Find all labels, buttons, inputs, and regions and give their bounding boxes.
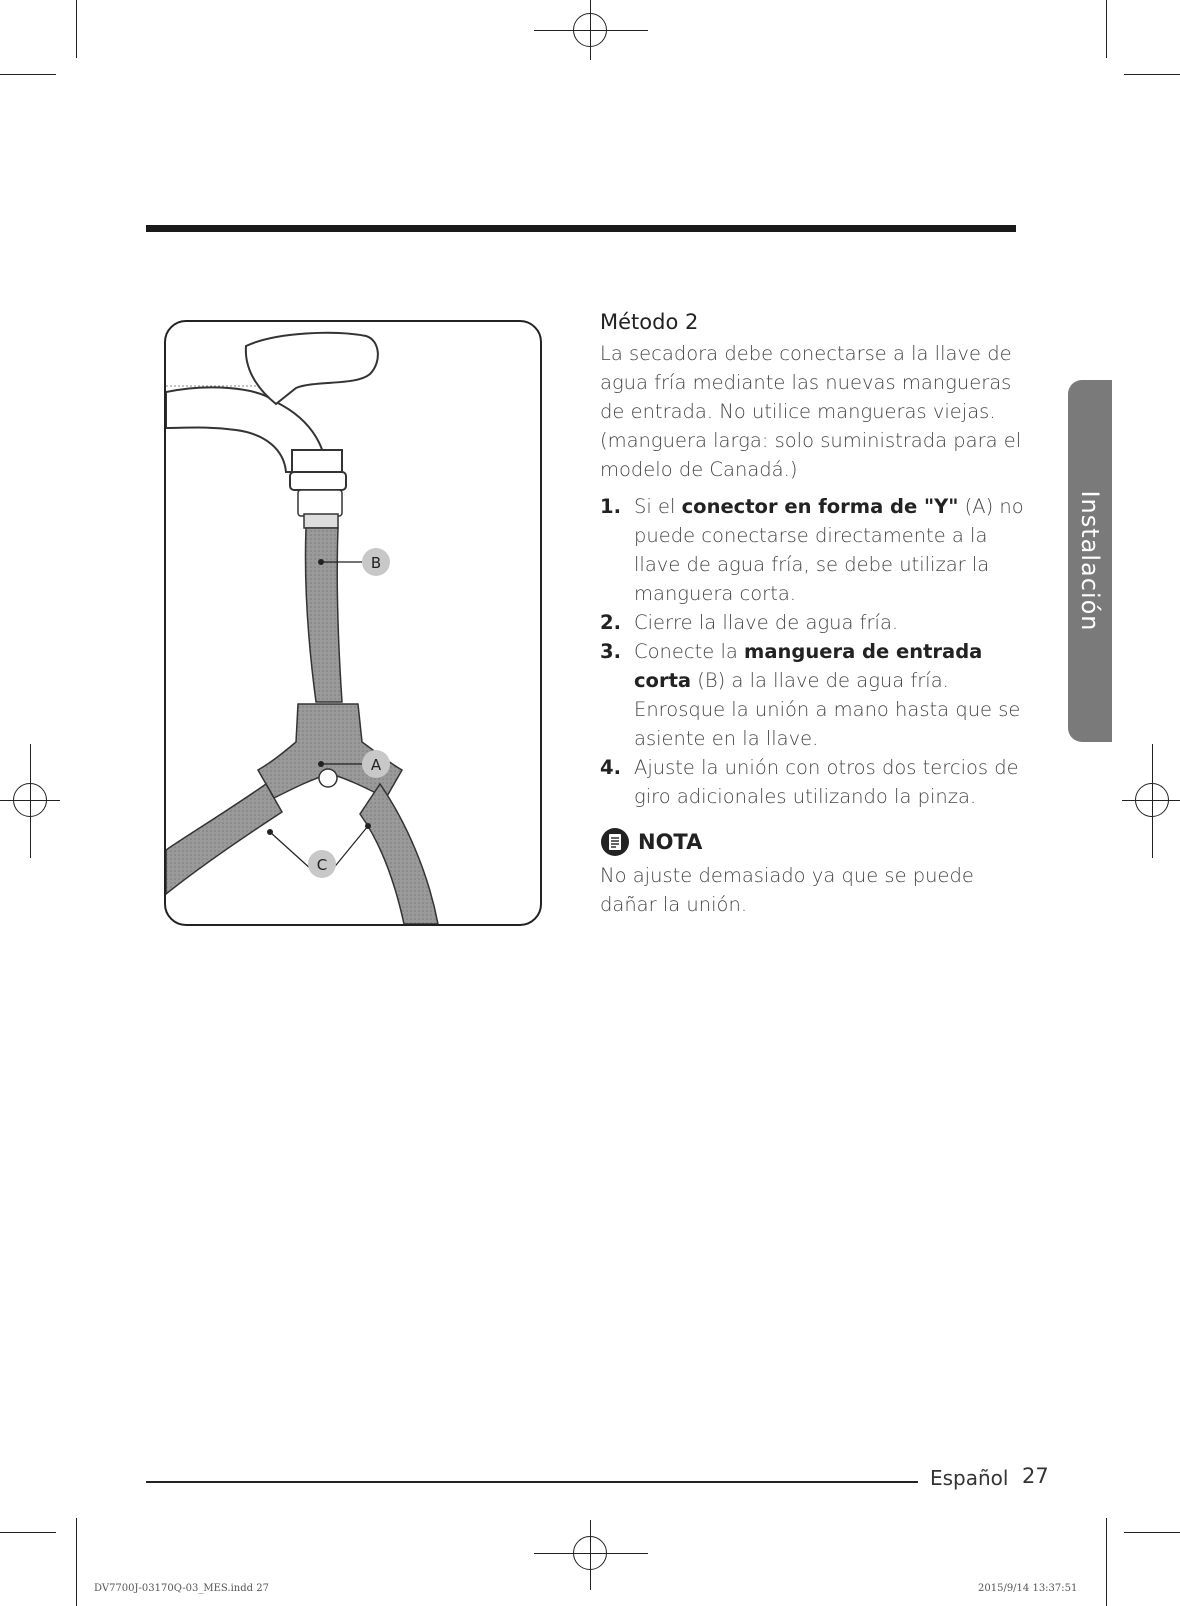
note-header: [600, 827, 1030, 857]
step-number: 2.: [600, 611, 621, 634]
note-text: No ajuste demasiado ya que se puede dañar la unión.: [600, 864, 974, 916]
hose-illustration: [164, 320, 542, 926]
callout-a: A: [370, 756, 382, 774]
footer-language: Español: [930, 1466, 1009, 1490]
instructions-column: [600, 308, 1030, 919]
step-number: 1.: [600, 495, 621, 518]
faucet-hose-drawing: [166, 322, 540, 924]
step-2: 2. Cierre la llave de agua fría.: [600, 608, 1030, 637]
page-number: 27: [1022, 1464, 1049, 1488]
note-icon: [600, 827, 630, 857]
intro-paragraph: La secadora debe conectarse a la llave de agua fría mediante las nuevas mangueras de entrada. No utilice mangueras viejas. (manguera larga: solo suministrada para el modelo de Canadá.): [600, 342, 1022, 481]
callout-b: B: [370, 554, 382, 572]
note-label: NOTA: [638, 829, 703, 854]
section-side-tab: [1068, 380, 1112, 742]
print-timestamp: 2015/9/14 13:37:51: [978, 1583, 1078, 1594]
header-rule: [146, 225, 1016, 232]
file-slug: DV7700J-03170Q-03_MES.indd 27: [94, 1583, 269, 1594]
step-1: 1. Si el conector en forma de "Y" (A) no puede conectarse directamente a la llave de agua fría, se debe utilizar la manguera corta.: [600, 492, 1030, 608]
step-number: 3.: [600, 640, 621, 663]
step-3-detail: Enrosque la unión a mano hasta que se asiente en la llave.: [634, 698, 1021, 750]
footer-rule: [146, 1481, 918, 1483]
section-heading: Método 2: [600, 310, 699, 334]
step-4: 4. Ajuste la unión con otros dos tercios de giro adicionales utilizando la pinza.: [600, 753, 1030, 811]
step-term: conector en forma de "Y": [681, 495, 959, 518]
step-3: 3. Conecte la manguera de entrada corta (B) a la llave de agua fría. Enrosque la unión a mano hasta que se asiente en la llave.: [600, 637, 1030, 753]
step-term: manguera de entrada corta: [634, 640, 983, 692]
side-tab-label: Instalación: [1076, 490, 1104, 632]
callout-c: C: [316, 856, 328, 874]
step-number: 4.: [600, 756, 621, 779]
steps-list: [600, 492, 1030, 811]
